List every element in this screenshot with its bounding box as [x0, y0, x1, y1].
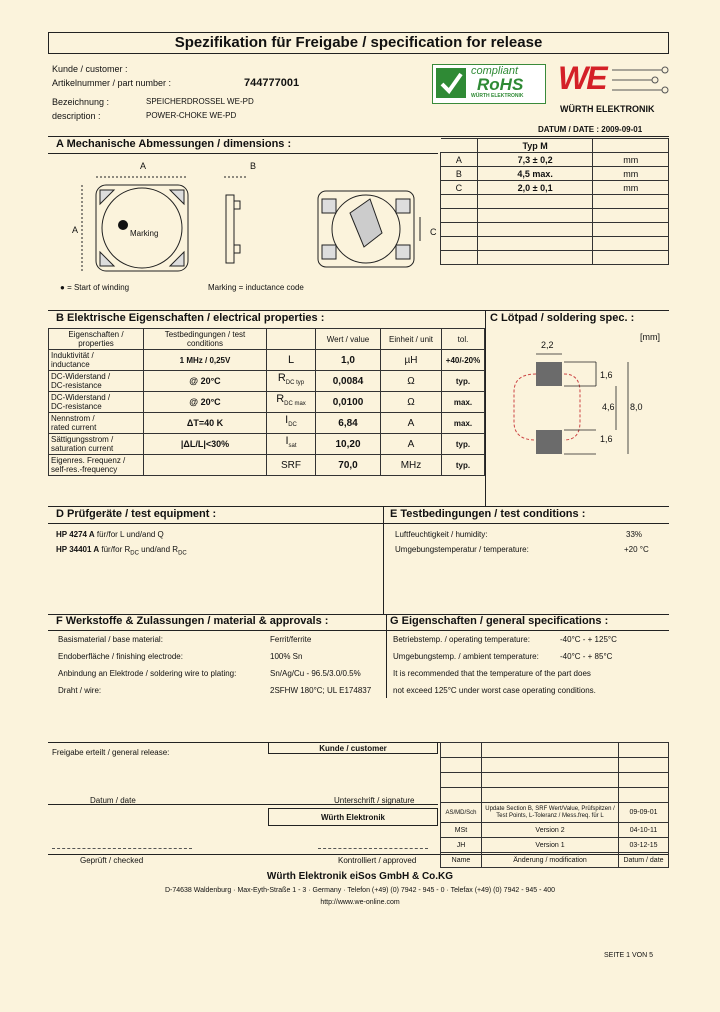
humidity-value: 33%	[626, 530, 643, 539]
wuerth-logo: WE WÜRTH ELEKTRONIK	[548, 62, 672, 118]
signature-label: Unterschrift / signature	[334, 796, 415, 805]
table-row: Sättigungsstrom / saturation current |ΔL/L|<30% $I_{sat}$ 10,20 A typ.	[49, 434, 485, 455]
material-key-4: Draht / wire:	[58, 686, 102, 695]
dimensions-table: Typ M A 7,3 ± 0,2 mm B 4,5 max. mm C 2,0 ± 0,1 mm	[440, 138, 669, 265]
pad-height-bottom: 1,6	[600, 434, 613, 444]
table-row: Eigenres. Frequenz / self-res.-frequency SRF 70,0 MHz typ.	[49, 455, 485, 476]
checked-label: Geprüft / checked	[80, 856, 144, 865]
customer-label: Kunde / customer :	[52, 64, 128, 74]
section-a-heading: A Mechanische Abmessungen / dimensions :	[56, 138, 292, 150]
table-row: JH Version 1 03-12-15	[441, 838, 669, 853]
section-f-heading: F Werkstoffe & Zulassungen / material & approvals :	[56, 615, 329, 627]
date-label: Datum / date	[90, 796, 136, 805]
operating-temp-value: -40°C - + 125°C	[560, 635, 617, 644]
winding-legend: ● = Start of winding	[60, 283, 130, 292]
marking-legend: Marking = inductance code	[208, 283, 304, 292]
table-row: A 7,3 ± 0,2 mm	[441, 153, 669, 167]
dim-label-b: B	[250, 161, 257, 171]
section-e-heading: E Testbedingungen / test conditions :	[390, 508, 586, 520]
ambient-temp-label: Umgebungstemp. / ambient temperature:	[393, 652, 539, 661]
temperature-value: +20 °C	[624, 545, 649, 554]
material-value-3: Sn/Ag/Cu - 96.5/3.0/0.5%	[270, 669, 361, 678]
part-number: 744777001	[244, 77, 300, 89]
material-value-4: 2SFHW 180°C; UL E174837	[270, 686, 372, 695]
marking-label: Marking	[130, 229, 159, 238]
rohs-logo: compliant RoHS WÜRTH ELEKTRONIK	[432, 64, 546, 104]
unit-label: [mm]	[640, 332, 660, 342]
pad-height-top: 1,6	[600, 370, 613, 380]
table-row: Nennstrom / rated current ΔT=40 K $I_{DC}$ 6,84 A max.	[49, 413, 485, 434]
dimension-drawing	[60, 155, 440, 290]
note-line-1: It is recommended that the temperature of the part does	[393, 669, 591, 678]
equipment-2: HP 34401 A für/for $R_{DC}$ und/and $R_{DC}$	[56, 545, 187, 557]
section-g-heading: G Eigenschaften / general specifications :	[390, 615, 609, 627]
pad-width: 2,2	[541, 340, 554, 350]
electrical-table: Eigenschaften / properties Testbedingungen / test conditions Wert / value Einheit / unit tol. Induktivität / inductance 1 MHz / 0,25V L 1,0 µH +40/-20% DC-Widerstand / DC-resistance @ 20°C $R_{DC typ}$ 0,0084 Ω typ. DC-Widerstand / DC-resistance @ 20°C $R_{DC max}$ 0,0100 Ω max. Nennstrom / rated current ΔT=40 K $I_{DC}$ 6,84 A max. Sättigungsstrom / saturation current |ΔL/L|<30% $I_{sat}$ 10,20 A typ. Eigenres. Frequenz / self-res.-frequency SRF 70,0 MHz typ.	[48, 328, 485, 476]
dim-label-a-side: A	[72, 225, 79, 235]
section-b-heading: B Elektrische Eigenschaften / electrical properties :	[56, 312, 325, 324]
material-value-2: 100% Sn	[270, 652, 303, 661]
material-key-2: Endoberfläche / finishing electrode:	[58, 652, 183, 661]
humidity-label: Luftfeuchtigkeit / humidity:	[395, 530, 488, 539]
table-row: AS/MD/Sch Update Section B, SRF Wert/Value, Prüfspitzen / Test Points, L-Toleranz / Mess.freq. für L 09-09-01	[441, 803, 669, 823]
description-value: POWER-CHOKE WE-PD	[146, 111, 237, 120]
dim-label-c: C	[430, 227, 437, 237]
material-key-3: Anbindung an Elektrode / soldering wire to plating:	[58, 669, 237, 678]
section-c-heading: C Lötpad / soldering spec. :	[490, 312, 635, 324]
table-row: C 2,0 ± 0,1 mm	[441, 181, 669, 195]
dim-label-a: A	[140, 161, 147, 171]
table-row: DC-Widerstand / DC-resistance @ 20°C $R_{DC typ}$ 0,0084 Ω typ.	[49, 371, 485, 392]
material-key-1: Basismaterial / base material:	[58, 635, 163, 644]
temperature-label: Umgebungstemperatur / temperature:	[395, 545, 529, 554]
wuerth-box: Würth Elektronik	[268, 808, 438, 826]
pad-total: 8,0	[630, 402, 643, 412]
equipment-1: HP 4274 A für/for L und/and Q	[56, 530, 164, 539]
solder-pad-drawing	[500, 340, 650, 460]
designation-value: SPEICHERDROSSEL WE-PD	[146, 97, 254, 106]
section-d-heading: D Prüfgeräte / test equipment :	[56, 508, 217, 520]
table-row: B 4,5 max. mm	[441, 167, 669, 181]
operating-temp-label: Betriebstemp. / operating temperature:	[393, 635, 530, 644]
general-release-label: Freigabe erteilt / general release:	[52, 748, 170, 757]
table-row: Name Änderung / modification Datum / date	[441, 853, 669, 868]
table-row: DC-Widerstand / DC-resistance @ 20°C $R_{DC max}$ 0,0100 Ω max.	[49, 392, 485, 413]
pad-gap: 4,6	[602, 402, 615, 412]
approved-label: Kontrolliert / approved	[338, 856, 417, 865]
material-value-1: Ferrit/ferrite	[270, 635, 312, 644]
designation-label: Bezeichnung :	[52, 97, 110, 107]
ambient-temp-value: -40°C - + 85°C	[560, 652, 613, 661]
footer-address: D-74638 Waldenburg · Max-Eyth-Straße 1 - 3 · Germany · Telefon (+49) (0) 7942 - 945 - 0 · Telefax (+49) (0) 7942 - 945 - 400	[164, 887, 556, 894]
date-line: DATUM / DATE : 2009-09-01	[538, 125, 643, 134]
table-row: MSt Version 2 04-10-11	[441, 823, 669, 838]
page-number: SEITE 1 VON 5	[604, 952, 654, 959]
revision-table	[440, 742, 669, 868]
checkmark-icon	[436, 68, 466, 98]
part-number-label: Artikelnummer / part number :	[52, 78, 172, 88]
footer-company: Würth Elektronik eiSos GmbH & Co.KG	[266, 871, 454, 882]
page-title: Spezifikation für Freigabe / specification for release	[48, 32, 669, 54]
note-line-2: not exceed 125°C under worst case operating conditions.	[393, 686, 596, 695]
customer-box: Kunde / customer	[268, 742, 438, 754]
table-row: Induktivität / inductance 1 MHz / 0,25V L 1,0 µH +40/-20%	[49, 350, 485, 371]
description-label: description :	[52, 111, 101, 121]
footer-url[interactable]: http://www.we-online.com	[320, 899, 400, 906]
